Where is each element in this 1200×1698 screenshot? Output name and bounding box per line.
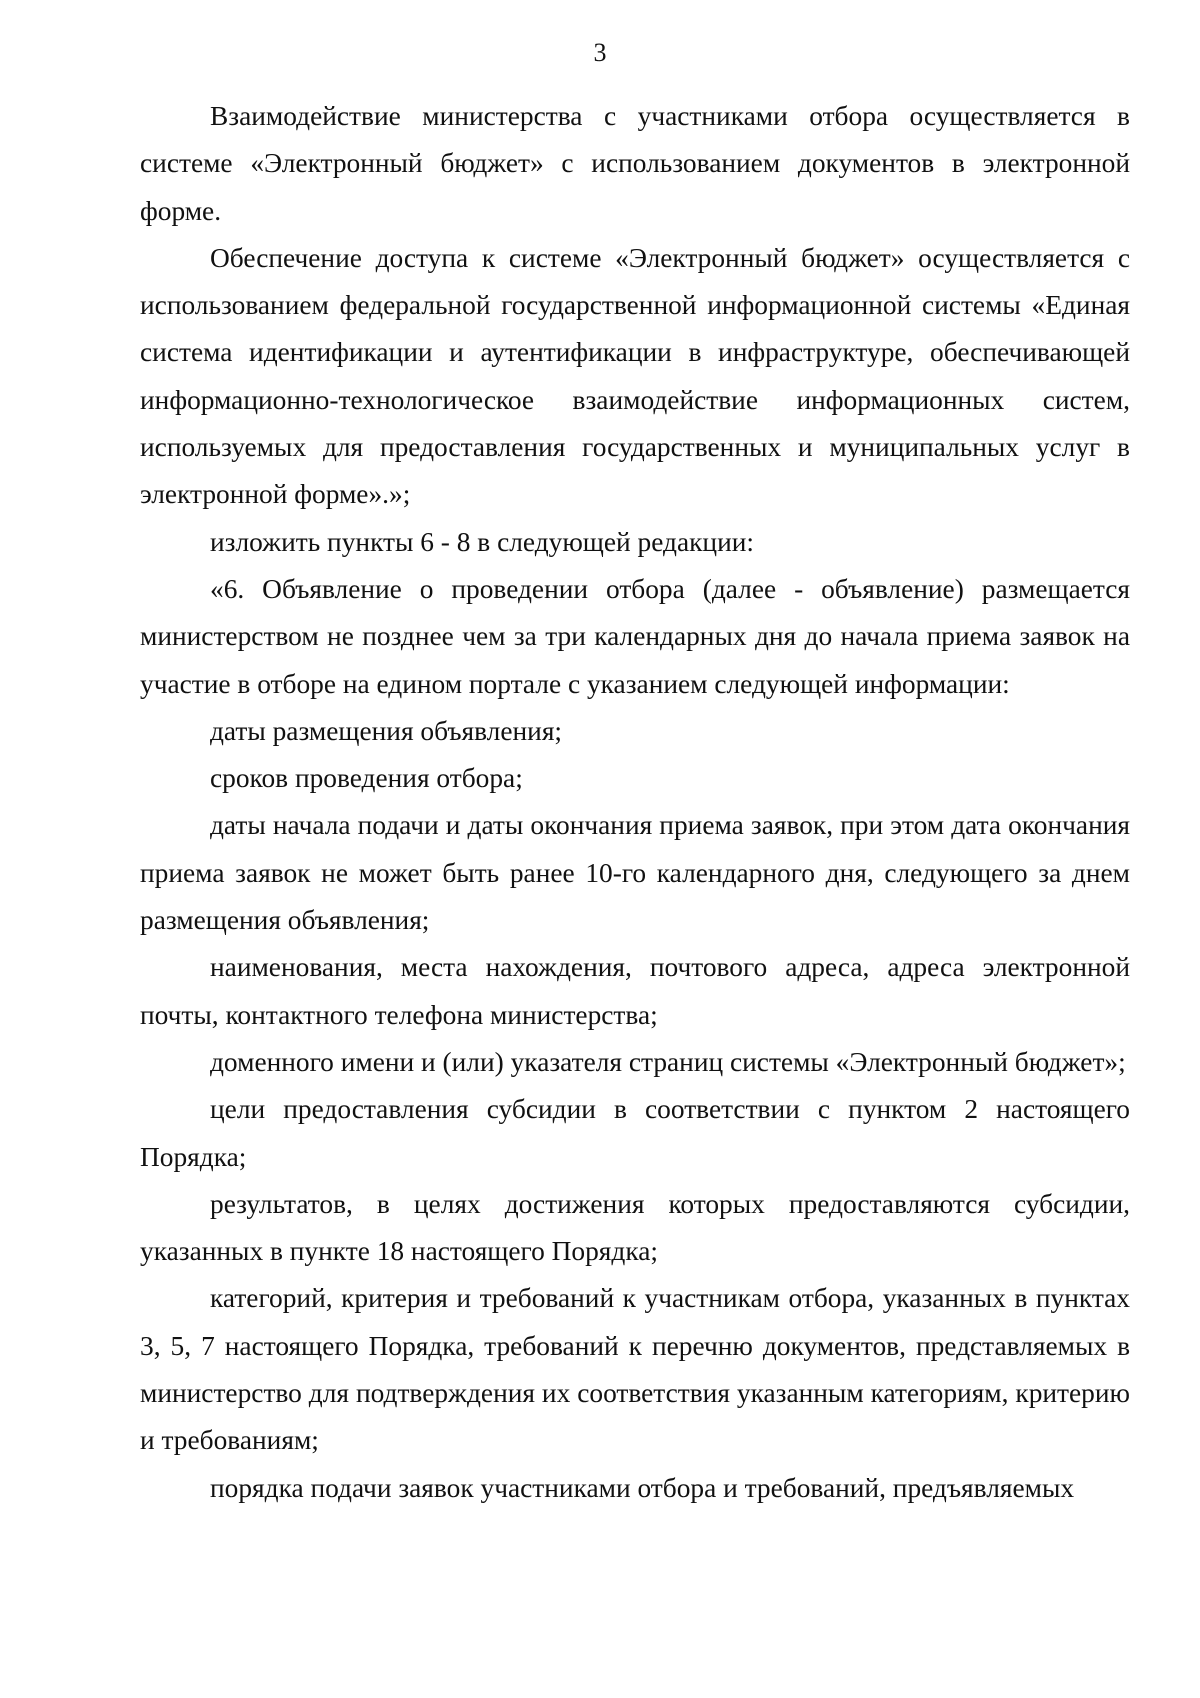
paragraph-subsidy-purpose: цели предоставления субсидии в соответствии с пунктом 2 настоящего Порядка; (140, 1094, 1130, 1172)
paragraph-access-provision: Обеспечение доступа к системе «Электронный бюджет» осуществляется с использованием федеральной государственной информационной системы «Единая система идентификации и аутентификации в инфраструктуре, обеспечивающей информационно-технологическое взаимодействие информационных систем, используемых для предоставления государственных и муниципальных услуг в электронной форме».»; (140, 242, 1130, 510)
paragraph-interaction-system: Взаимодействие министерства с участниками отбора осуществляется в системе «Электронный бюджет» с использованием документов в электронной форме. (140, 101, 1130, 226)
paragraph-results: результатов, в целях достижения которых предоставляются субсидии, указанных в пункте 18 настоящего Порядка; (140, 1188, 1130, 1267)
paragraph-application-procedure: порядка подачи заявок участниками отбора и требований, предъявляемых (210, 1472, 1075, 1503)
paragraph-categories-criteria: категорий, критерия и требований к участникам отбора, указанных в пунктах 3, 5, 7 настоящего Порядка, требований к перечню документов, представляемых в министерство для подтверждения их соответствия указанным категориям, критерию и требованиям; (140, 1283, 1130, 1456)
paragraph-announcement-date: даты размещения объявления; (210, 715, 563, 746)
paragraph-announcement: «6. Объявление о проведении отбора (далее - объявление) размещается министерством не позднее чем за три календарных дня до начала приема заявок на участие в отборе на едином портале с указанием следующей информации: (140, 573, 1130, 699)
paragraph-application-dates: даты начала подачи и даты окончания приема заявок, при этом дата окончания приема заявок не может быть ранее 10-го календарного дня, следующего за днем размещения объявления; (140, 810, 1130, 936)
paragraph-selection-terms: сроков проведения отбора; (210, 763, 523, 794)
document-body (140, 93, 1130, 1512)
paragraph-domain-name: доменного имени и (или) указателя страниц системы «Электронный бюджет»; (210, 1046, 1126, 1077)
paragraph-amend-points: изложить пункты 6 - 8 в следующей редакции: (210, 526, 755, 557)
paragraph-ministry-contacts: наименования, места нахождения, почтового адреса, адреса электронной почты, контактного телефона министерства; (140, 952, 1130, 1030)
page-number: 3 (593, 38, 607, 67)
